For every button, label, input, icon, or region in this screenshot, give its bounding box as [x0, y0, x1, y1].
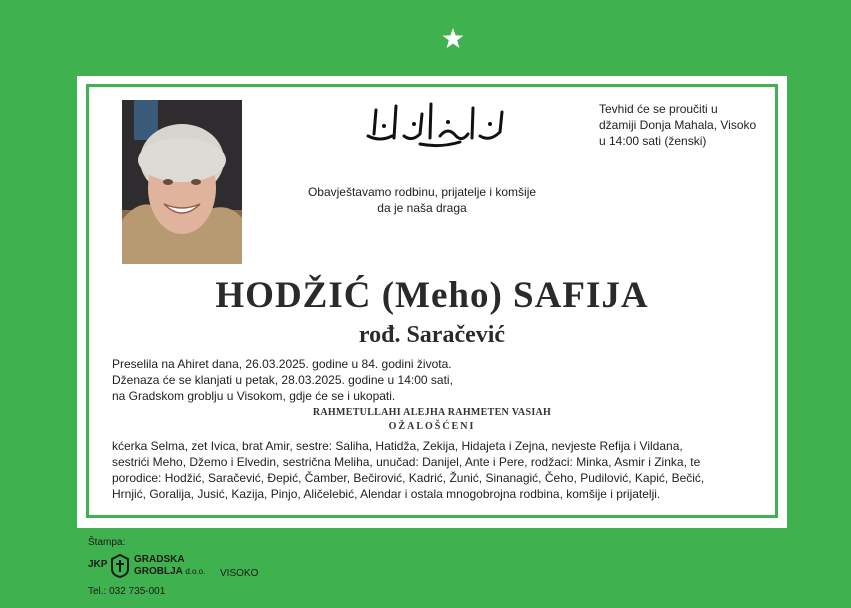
info-line: Preselila na Ahiret dana, 26.03.2025. godine u 84. godini života.: [112, 357, 452, 371]
mourners-line: sestrići Meho, Džemo i Elvedin, sestrična Meliha, unučad: Danijel, Ante i Pere, rodžaci: Minka, Asmir i Zinka, te: [112, 455, 701, 469]
mourners-line: kćerka Selma, zet Ivica, brat Amir, sestre: Saliha, Hatidža, Zekija, Hidajeta i Zejna, nevjeste Refija i Vildana,: [112, 439, 683, 453]
mourners-heading: OŽALOŠĆENI: [388, 421, 476, 432]
printer-name-line1: GRADSKA: [134, 554, 185, 565]
printer-suffix: d.o.o.: [185, 567, 206, 576]
info-line: Dženaza će se klanjati u petak, 28.03.2025. godine u 14:00 sati,: [112, 373, 453, 387]
intro-text: [257, 184, 587, 216]
intro-line: da je naša draga: [377, 201, 467, 215]
printer-jkp: JKP: [88, 559, 108, 570]
obituary-card: [77, 76, 787, 528]
mourners-line: porodice: Hodžić, Saračević, Đepić, Čamber, Bečirović, Kadrić, Žunić, Sinanagić, Čeho, Pudilović, Kapić, Bečić,: [112, 471, 705, 485]
printer-city: VISOKO: [220, 568, 259, 579]
printer-logo: [88, 552, 258, 582]
deceased-name: HODŽIĆ (Meho) SAFIJA: [215, 275, 649, 316]
calligraphy-image: [360, 96, 510, 148]
cemetery-logo-icon: [110, 554, 130, 578]
printer-name-line2: GROBLJA d.o.o.: [134, 566, 206, 577]
printer-phone: Tel.: 032 735-001: [88, 586, 166, 597]
prayer-line: RAHMETULLAHI ALEJHA RAHMETEN VASIAH: [312, 407, 552, 418]
crescent-star-icon: [398, 4, 468, 68]
tevhid-line: u 14:00 sati (ženski): [599, 134, 707, 148]
mourners-line: Hrnjić, Goralija, Jusić, Kazija, Pinjo, Aličelebić, Alendar i ostala mnogobrojna rodbina, komšije i prijatelji.: [112, 487, 661, 501]
info-line: na Gradskom groblju u Visokom, gdje će se i ukopati.: [112, 389, 396, 403]
tevhid-line: Tevhid će se proučiti u: [599, 102, 718, 116]
funeral-info: [112, 356, 552, 404]
printer-label: Štampa:: [88, 537, 126, 548]
intro-line: Obavještavamo rodbinu, prijatelje i komšije: [307, 185, 537, 199]
maiden-name: rođ. Saračević: [358, 322, 506, 348]
portrait-photo: [122, 100, 242, 264]
printer-name: [134, 554, 205, 578]
tevhid-notice: [599, 101, 779, 149]
tevhid-line: džamiji Donja Mahala, Visoko: [599, 118, 757, 132]
arabic-calligraphy: [360, 96, 510, 148]
mourners-list: [112, 438, 752, 502]
